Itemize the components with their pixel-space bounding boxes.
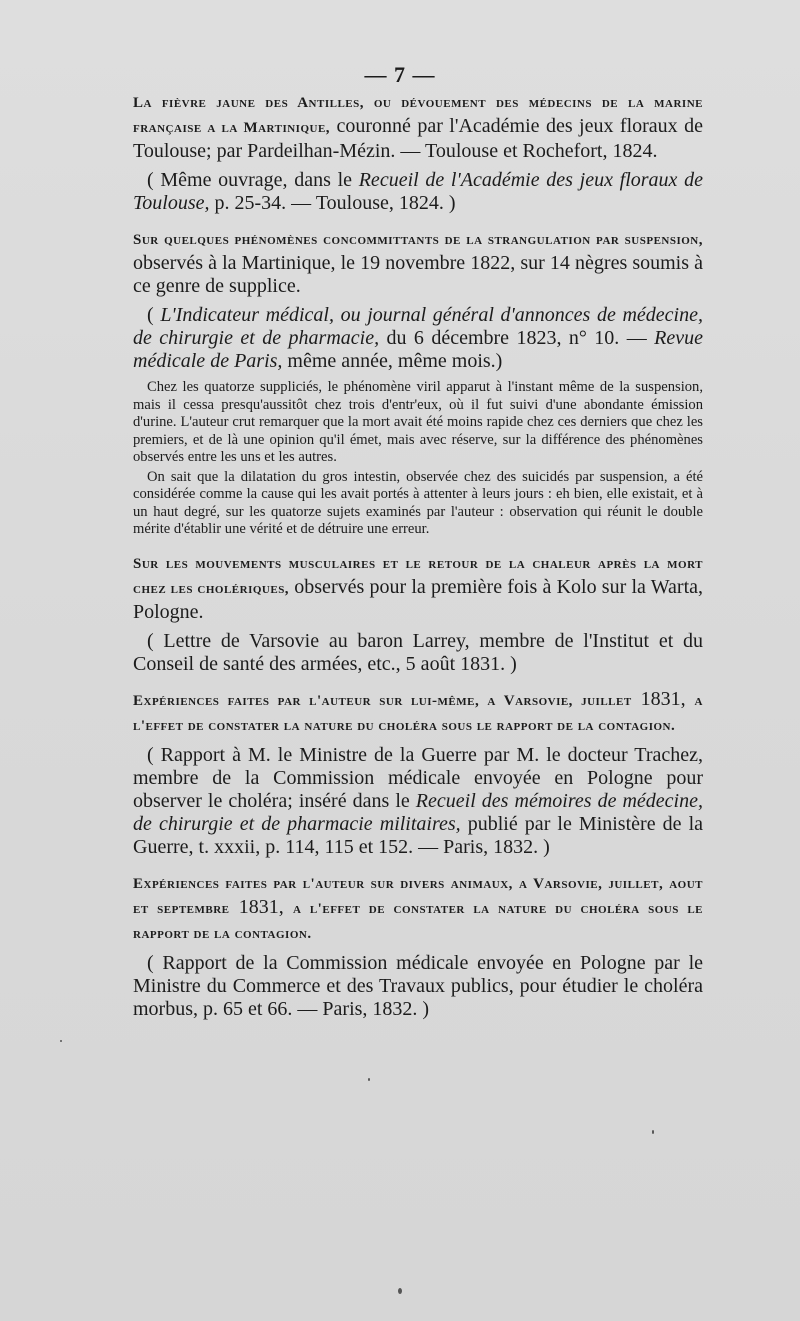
entry-title-smallcaps: Sur les mouvements musculaires et le retour de la chaleur après la mort chez les cholériques, bbox=[133, 555, 703, 597]
bibliography-entry bbox=[133, 551, 703, 676]
entry-title bbox=[133, 551, 703, 624]
scan-speck bbox=[368, 1078, 370, 1081]
entry-title-year: 1831, bbox=[631, 687, 695, 710]
reference-journal: Revue médicale de Paris, bbox=[133, 327, 703, 372]
entry-title-smallcaps: a l'effet de constater la nature du choléra sous le rapport de la contagion. bbox=[133, 900, 703, 942]
reference-text: même année, même mois.) bbox=[282, 350, 503, 372]
entry-reference: ( Rapport de la Commission médicale envoyée en Pologne par le Ministre du Commerce et des Travaux publics, pour étudier le choléra morbus, p. 65 et 66. — Paris, 1832. ) bbox=[133, 951, 703, 1020]
entry-title-smallcaps: a l'effet de constater la nature du choléra sous le rapport de la contagion. bbox=[133, 692, 703, 734]
reference-journal: Recueil de l'Académie des jeux floraux de Toulouse, bbox=[133, 169, 704, 214]
entry-title-rest: observés pour la première fois à Kolo sur la Warta, Pologne. bbox=[133, 575, 704, 623]
entry-title-rest: observés à la Martinique, le 19 novembre 1822, sur 14 nègres soumis à ce genre de supplice. bbox=[133, 252, 703, 297]
entry-title bbox=[133, 871, 703, 946]
bibliography-entry bbox=[133, 90, 703, 215]
entry-title bbox=[133, 90, 703, 163]
bibliography-entry bbox=[133, 227, 703, 539]
entry-reference: ( Lettre de Varsovie au baron Larrey, membre de l'Institut et du Conseil de santé des armées, etc., 5 août 1831. ) bbox=[133, 629, 703, 675]
entry-reference bbox=[133, 304, 703, 373]
scan-speck bbox=[60, 1040, 62, 1042]
reference-text: ( Même ouvrage, dans le bbox=[147, 169, 359, 191]
entry-reference bbox=[133, 169, 703, 215]
reference-journal: L'Indicateur médical, ou journal général d'annonces de médecine, de chirurgie et de pharmacie, bbox=[133, 304, 703, 349]
reference-text: publié par le Ministère de la Guerre, t. xxxii, p. 114, 115 et 152. — Paris, 1832. ) bbox=[133, 812, 704, 858]
bibliography-entry bbox=[133, 688, 703, 859]
entry-title-rest: couronné par l'Académie des jeux floraux de Toulouse; par Pardeilhan-Mézin. — Toulouse et Rochefort, 1824. bbox=[133, 115, 703, 162]
entry-title-smallcaps: Expériences faites par l'auteur sur divers animaux, a Varsovie, juillet, aout et septembre bbox=[133, 875, 703, 917]
reference-text: p. 25-34. — Toulouse, 1824. ) bbox=[209, 192, 456, 214]
entry-note: On sait que la dilatation du gros intestin, observée chez des suicidés par suspension, a été considérée comme la cause qui les avait portés à attenter à leurs jours : eh bien, elle existait, et à un haut degré, sur les quatorze sujets examinés par l'auteur : observation qui réunit le double mérite d'établir une vérité et de détruire une erreur. bbox=[133, 468, 703, 537]
reference-text: ( Rapport à M. le Ministre de la Guerre par M. le docteur Trachez, membre de la Commission médicale envoyée en Pologne pour observer le choléra; inséré dans le bbox=[133, 743, 703, 812]
entry-title-smallcaps: Expériences faites par l'auteur sur lui-même, a Varsovie, juillet bbox=[133, 692, 632, 709]
entry-title bbox=[133, 227, 703, 298]
scan-speck bbox=[398, 1288, 402, 1294]
bibliography-list bbox=[133, 90, 703, 1033]
entry-title-year: 1831, bbox=[229, 895, 293, 918]
entry-reference bbox=[133, 744, 703, 859]
page-number: — 7 — bbox=[364, 62, 436, 87]
entry-title-smallcaps: Sur quelques phénomènes concommittants de la strangulation par suspension, bbox=[133, 232, 703, 248]
bibliography-entry bbox=[133, 871, 703, 1021]
reference-text: du 6 décembre 1823, n° 10. — bbox=[379, 327, 655, 349]
entry-title-smallcaps: La fièvre jaune des Antilles, ou dévouement des médecins de la marine française a la Martinique, bbox=[133, 95, 703, 136]
entry-title bbox=[133, 688, 703, 738]
entry-note: Chez les quatorze suppliciés, le phénomène viril apparut à l'instant même de la suspension, mais il cessa presqu'aussitôt chez trois d'entr'eux, où il fut suivi d'une abondante émission d'urine. L'auteur crut remarquer que la mort avait été moins rapide chez ces derniers que chez les premiers, et de là une opinion qu'il émet, mais avec réserve, sur la différence des phénomènes observés entre les uns et les autres. bbox=[133, 379, 703, 465]
reference-journal: Recueil des mémoires de médecine, de chirurgie et de pharmacie militaires, bbox=[133, 789, 703, 835]
reference-text: ( bbox=[147, 304, 161, 326]
scan-speck bbox=[652, 1130, 654, 1134]
